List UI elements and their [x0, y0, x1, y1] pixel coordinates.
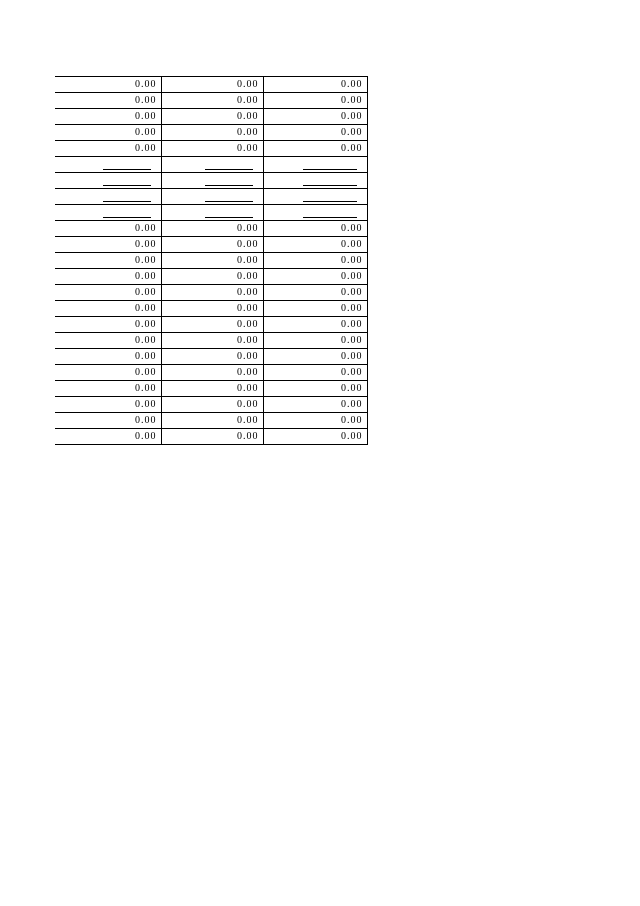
underline-rule: [205, 201, 253, 202]
table-cell-amount: 0.00: [263, 221, 367, 237]
table-cell-amount: 0.00: [263, 141, 367, 157]
table-cell-amount: 0.00: [161, 381, 263, 397]
table-row: [55, 205, 367, 221]
table-cell-amount: 0.00: [55, 397, 161, 413]
table-cell-amount: 0.00: [55, 269, 161, 285]
table-cell-amount: 0.00: [55, 221, 161, 237]
table-cell-rule: [55, 189, 161, 205]
table-cell-amount: 0.00: [161, 397, 263, 413]
table-cell-amount: 0.00: [55, 333, 161, 349]
table-cell-amount: 0.00: [263, 381, 367, 397]
table-cell-rule: [161, 205, 263, 221]
table-cell-rule: [263, 157, 367, 173]
table-row: [55, 173, 367, 189]
underline-rule: [103, 217, 151, 218]
table-cell-amount: 0.00: [263, 317, 367, 333]
table-row: [55, 285, 367, 301]
table-cell-amount: 0.00: [55, 237, 161, 253]
table-row: [55, 157, 367, 173]
table-row: [55, 333, 367, 349]
table-row: [55, 77, 367, 93]
underline-rule: [103, 201, 151, 202]
underline-rule: [205, 217, 253, 218]
table-row: [55, 397, 367, 413]
table-cell-amount: 0.00: [55, 93, 161, 109]
table-row: [55, 221, 367, 237]
table-cell-amount: 0.00: [263, 109, 367, 125]
table-cell-amount: 0.00: [161, 317, 263, 333]
underline-rule: [103, 169, 151, 170]
table-cell-amount: 0.00: [55, 365, 161, 381]
table-cell-amount: 0.00: [161, 413, 263, 429]
table-cell-amount: 0.00: [161, 349, 263, 365]
underline-rule: [303, 217, 357, 218]
table-row: [55, 365, 367, 381]
table-cell-amount: 0.00: [263, 349, 367, 365]
table-cell-amount: 0.00: [263, 301, 367, 317]
table-cell-amount: 0.00: [263, 77, 367, 93]
table-cell-amount: 0.00: [263, 413, 367, 429]
table-row: [55, 141, 367, 157]
table-cell-amount: 0.00: [263, 333, 367, 349]
table-cell-amount: 0.00: [263, 125, 367, 141]
table-row: [55, 93, 367, 109]
table-cell-amount: 0.00: [263, 253, 367, 269]
table-cell-amount: 0.00: [55, 109, 161, 125]
underline-rule: [303, 185, 357, 186]
table-cell-amount: 0.00: [161, 285, 263, 301]
table-cell-rule: [263, 205, 367, 221]
table-cell-rule: [263, 173, 367, 189]
underline-rule: [205, 185, 253, 186]
table-cell-amount: 0.00: [55, 413, 161, 429]
underline-rule: [103, 185, 151, 186]
table-cell-amount: 0.00: [263, 429, 367, 445]
table-cell-rule: [55, 173, 161, 189]
underline-rule: [303, 201, 357, 202]
table-cell-amount: 0.00: [263, 397, 367, 413]
table-cell-amount: 0.00: [55, 381, 161, 397]
table-cell-rule: [161, 157, 263, 173]
table-cell-amount: 0.00: [263, 365, 367, 381]
underline-rule: [205, 169, 253, 170]
table-cell-amount: 0.00: [161, 269, 263, 285]
table-cell-amount: 0.00: [161, 365, 263, 381]
table-row: [55, 301, 367, 317]
table-cell-amount: 0.00: [161, 253, 263, 269]
table-cell-amount: 0.00: [55, 77, 161, 93]
table-cell-amount: 0.00: [263, 93, 367, 109]
underline-rule: [303, 169, 357, 170]
table-cell-rule: [161, 173, 263, 189]
table-cell-amount: 0.00: [263, 237, 367, 253]
table-cell-amount: 0.00: [161, 109, 263, 125]
table-cell-amount: 0.00: [161, 333, 263, 349]
table-cell-amount: 0.00: [161, 237, 263, 253]
table-cell-amount: 0.00: [161, 77, 263, 93]
table-cell-amount: 0.00: [161, 93, 263, 109]
table-cell-amount: 0.00: [55, 125, 161, 141]
table-cell-amount: 0.00: [55, 285, 161, 301]
table-row: [55, 381, 367, 397]
table-cell-amount: 0.00: [263, 285, 367, 301]
table-cell-amount: 0.00: [161, 429, 263, 445]
table-row: [55, 413, 367, 429]
table-cell-amount: 0.00: [161, 125, 263, 141]
table-row: [55, 189, 367, 205]
table-row: [55, 349, 367, 365]
table-cell-amount: 0.00: [55, 141, 161, 157]
table-cell-rule: [55, 205, 161, 221]
table-cell-rule: [263, 189, 367, 205]
table-cell-amount: 0.00: [55, 429, 161, 445]
table-cell-amount: 0.00: [55, 349, 161, 365]
table-cell-amount: 0.00: [55, 317, 161, 333]
table-row: [55, 269, 367, 285]
table-cell-amount: 0.00: [55, 253, 161, 269]
table-cell-amount: 0.00: [161, 141, 263, 157]
financial-table-container: [55, 76, 367, 445]
financial-table-body: [55, 77, 367, 445]
table-row: [55, 253, 367, 269]
table-cell-amount: 0.00: [161, 221, 263, 237]
table-row: [55, 125, 367, 141]
table-cell-amount: 0.00: [55, 301, 161, 317]
table-row: [55, 429, 367, 445]
table-row: [55, 317, 367, 333]
table-cell-amount: 0.00: [263, 269, 367, 285]
table-cell-rule: [161, 189, 263, 205]
table-row: [55, 109, 367, 125]
financial-table: [55, 76, 368, 445]
table-cell-rule: [55, 157, 161, 173]
table-cell-amount: 0.00: [161, 301, 263, 317]
table-row: [55, 237, 367, 253]
